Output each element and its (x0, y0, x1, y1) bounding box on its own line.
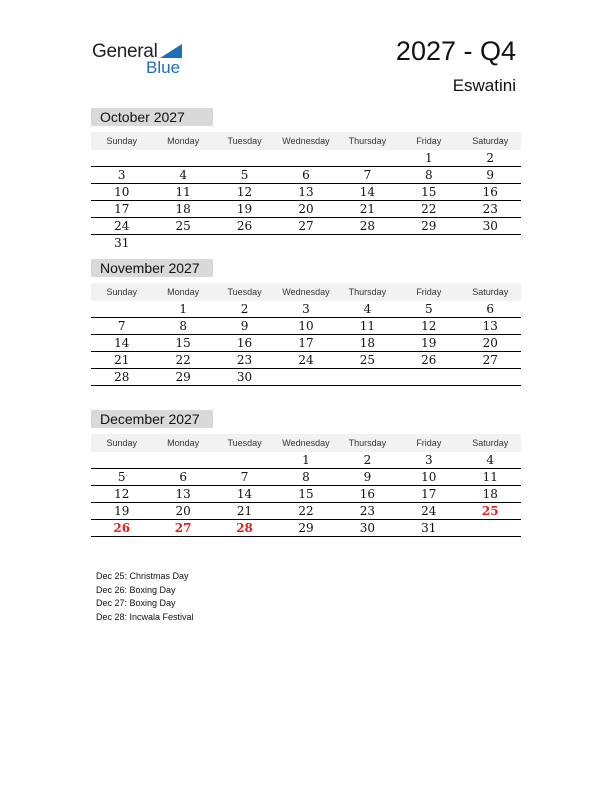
day-cell (152, 235, 213, 251)
day-cell (275, 369, 336, 385)
day-cell: 11 (482, 470, 498, 484)
day-cell: 2 (240, 302, 249, 316)
weekday-label: Monday (167, 287, 200, 297)
day-cell: 14 (236, 487, 253, 501)
weekday-label: Thursday (348, 438, 387, 448)
day-cell: 25 (481, 504, 499, 518)
day-cell (398, 369, 459, 385)
week-row (91, 201, 521, 218)
day-cell (460, 520, 521, 536)
day-cell: 23 (236, 353, 253, 367)
weekday-label: Tuesday (227, 287, 262, 297)
day-cell: 24 (421, 504, 437, 518)
day-cell: 29 (421, 219, 437, 233)
weekday-label: Monday (167, 438, 200, 448)
weekday-label: Saturday (472, 136, 509, 146)
week-row (91, 520, 521, 537)
holiday-note: Dec 26: Boxing Day (96, 584, 176, 595)
day-cell: 17 (421, 487, 437, 501)
logo-triangle-icon (160, 44, 182, 58)
day-cell: 5 (425, 302, 433, 316)
day-cell (152, 452, 213, 468)
weekday-label: Saturday (472, 438, 509, 448)
day-cell: 22 (175, 353, 191, 367)
holiday-note: Dec 27: Boxing Day (96, 598, 176, 608)
day-cell: 14 (359, 185, 376, 199)
day-cell: 17 (298, 336, 314, 350)
day-cell (275, 150, 336, 166)
day-cell (460, 235, 521, 251)
day-cell: 6 (302, 168, 310, 182)
day-cell: 11 (359, 319, 376, 333)
day-cell: 21 (236, 504, 253, 518)
day-cell: 3 (302, 302, 310, 316)
day-cell: 1 (179, 302, 187, 316)
day-cell: 20 (298, 202, 314, 216)
day-cell: 26 (113, 521, 131, 535)
day-cell: 12 (236, 185, 253, 199)
week-row (91, 452, 521, 469)
day-cell: 19 (236, 202, 253, 216)
day-cell: 18 (175, 202, 191, 216)
day-cell: 10 (114, 185, 130, 199)
weekday-label: Friday (416, 287, 442, 297)
week-row (91, 150, 521, 167)
day-cell: 18 (482, 487, 498, 501)
weekday-label: Sunday (106, 136, 137, 146)
day-cell: 15 (421, 185, 437, 199)
day-cell: 15 (298, 487, 314, 501)
day-cell: 25 (359, 353, 376, 367)
day-cell: 4 (179, 168, 187, 182)
day-cell (91, 301, 152, 317)
month-label: October 2027 (91, 108, 213, 126)
weekday-label: Wednesday (282, 136, 330, 146)
month-label: November 2027 (91, 259, 213, 277)
day-cell: 12 (114, 487, 130, 501)
day-cell: 3 (425, 453, 433, 467)
day-cell: 19 (114, 504, 130, 518)
week-row (91, 301, 521, 318)
week-row (91, 318, 521, 335)
day-cell: 6 (179, 470, 187, 484)
day-cell: 29 (175, 370, 191, 384)
day-cell: 13 (298, 185, 314, 199)
weekday-header-row (91, 434, 521, 452)
day-cell: 5 (117, 470, 126, 484)
day-cell: 20 (175, 504, 191, 518)
day-cell: 22 (298, 504, 314, 518)
weekday-label: Saturday (472, 287, 509, 297)
day-cell: 13 (175, 487, 191, 501)
day-cell: 13 (482, 319, 498, 333)
day-cell (398, 235, 459, 251)
week-row (91, 369, 521, 386)
day-cell: 28 (114, 370, 130, 384)
day-cell: 31 (421, 521, 437, 535)
day-cell (152, 150, 213, 166)
day-cell: 1 (425, 151, 433, 165)
day-cell: 16 (236, 336, 253, 350)
weekday-header-row (91, 132, 521, 150)
day-cell: 31 (114, 236, 130, 250)
page-title: 2027 - Q4 (395, 36, 516, 66)
day-cell: 30 (359, 521, 376, 535)
day-cell: 27 (174, 521, 192, 535)
day-cell: 30 (236, 370, 253, 384)
day-cell (214, 150, 275, 166)
logo-blue-text: Blue (146, 58, 181, 77)
holiday-note: Dec 28: Incwala Festival (96, 611, 194, 622)
day-cell: 11 (175, 185, 191, 199)
month-calendar (91, 410, 521, 537)
week-row (91, 352, 521, 369)
logo-general-text: General (92, 41, 158, 62)
day-cell (337, 235, 398, 251)
day-cell (214, 235, 275, 251)
day-cell: 4 (486, 453, 495, 467)
month-calendar (91, 108, 521, 251)
weekday-label: Sunday (106, 438, 137, 448)
day-cell: 4 (363, 302, 372, 316)
day-cell (337, 369, 398, 385)
week-row (91, 167, 521, 184)
day-cell: 8 (179, 319, 187, 333)
day-cell (460, 369, 521, 385)
day-cell: 10 (298, 319, 314, 333)
day-cell: 1 (302, 453, 310, 467)
day-cell: 7 (117, 319, 126, 333)
weekday-label: Monday (167, 136, 200, 146)
day-cell: 28 (236, 521, 253, 535)
week-row (91, 235, 521, 251)
day-cell: 16 (359, 487, 376, 501)
day-cell: 12 (421, 319, 437, 333)
day-cell: 9 (363, 470, 372, 484)
day-cell: 22 (421, 202, 437, 216)
day-cell: 7 (363, 168, 372, 182)
day-cell: 27 (482, 353, 498, 367)
weekday-label: Tuesday (227, 136, 262, 146)
day-cell: 24 (114, 219, 130, 233)
holiday-note: Dec 25: Christmas Day (96, 571, 189, 581)
day-cell: 30 (482, 219, 498, 233)
weekday-label: Thursday (348, 136, 387, 146)
day-cell: 29 (298, 521, 314, 535)
day-cell: 24 (298, 353, 314, 367)
month-calendar (91, 259, 521, 386)
week-row (91, 486, 521, 503)
week-row (91, 503, 521, 520)
day-cell: 2 (486, 151, 495, 165)
day-cell: 8 (302, 470, 310, 484)
day-cell: 26 (421, 353, 437, 367)
day-cell: 6 (486, 302, 495, 316)
weekday-label: Friday (416, 136, 442, 146)
weekday-label: Sunday (106, 287, 137, 297)
day-cell: 9 (240, 319, 249, 333)
day-cell: 25 (175, 219, 191, 233)
day-cell (337, 150, 398, 166)
weekday-label: Thursday (348, 287, 387, 297)
day-cell: 8 (425, 168, 433, 182)
day-cell: 21 (359, 202, 376, 216)
weekday-label: Wednesday (282, 287, 330, 297)
week-row (91, 218, 521, 235)
month-label: December 2027 (91, 410, 213, 428)
day-cell (275, 235, 336, 251)
day-cell (91, 150, 152, 166)
holiday-notes (96, 570, 194, 624)
logo (92, 40, 192, 80)
day-cell: 17 (114, 202, 130, 216)
day-cell: 5 (240, 168, 249, 182)
day-cell: 9 (486, 168, 495, 182)
week-row (91, 469, 521, 486)
day-cell: 19 (421, 336, 437, 350)
week-row (91, 184, 521, 201)
day-cell: 18 (359, 336, 376, 350)
day-cell: 28 (359, 219, 376, 233)
day-cell: 14 (114, 336, 130, 350)
day-cell: 15 (175, 336, 191, 350)
day-cell: 23 (359, 504, 376, 518)
weekday-label: Tuesday (227, 438, 262, 448)
weekday-label: Wednesday (282, 438, 330, 448)
day-cell: 2 (363, 453, 372, 467)
day-cell: 10 (421, 470, 437, 484)
day-cell: 27 (298, 219, 314, 233)
day-cell: 21 (114, 353, 130, 367)
day-cell (91, 452, 152, 468)
day-cell: 7 (240, 470, 249, 484)
weekday-label: Friday (416, 438, 442, 448)
weekday-header-row (91, 283, 521, 301)
day-cell: 26 (236, 219, 253, 233)
day-cell: 23 (482, 202, 498, 216)
country-name: Eswatini (452, 76, 516, 95)
day-cell (214, 452, 275, 468)
day-cell: 3 (117, 168, 126, 182)
day-cell: 16 (482, 185, 498, 199)
day-cell: 20 (482, 336, 498, 350)
week-row (91, 335, 521, 352)
